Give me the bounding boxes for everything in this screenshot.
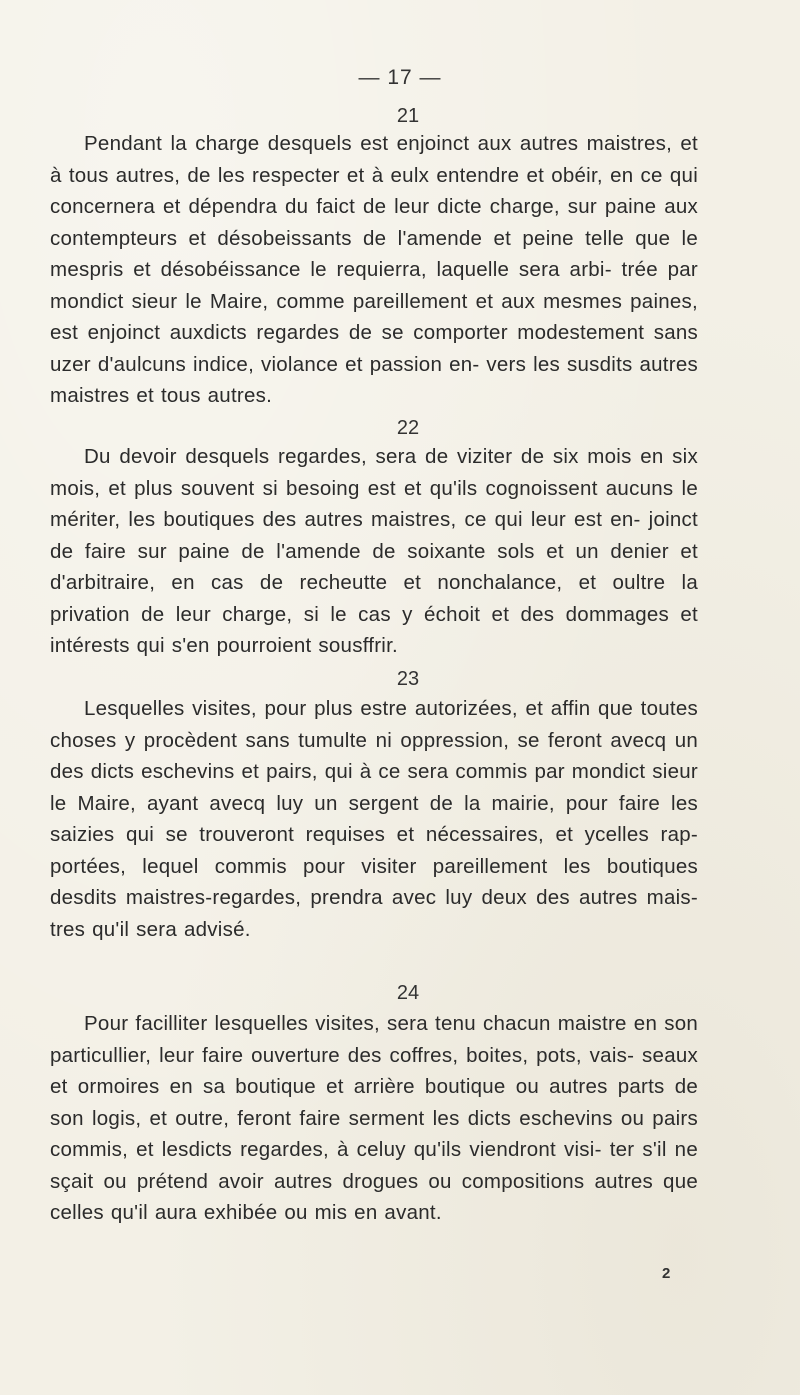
article-number-22: 22 xyxy=(396,417,420,439)
article-paragraph-21: Pendant la charge desquels est enjoinct aux autres maistres, et à tous autres, de les respecter et à eulx entendre et obéir, en ce qui concernera et dépendra du faict de leur dicte charge, sur paine aux contempteurs et désobeissants de l'amende et peine telle que le mespris et désobéissance le requierra, laquelle sera arbi- trée par mondict sieur le Maire, comme pareillement et aux mesmes paines, est enjoinct auxdicts regardes de se comporter modestement sans uzer d'aulcuns indice, violance et passion en- vers les susdits autres maistres et tous autres. xyxy=(50,132,698,407)
article-paragraph-23: Lesquelles visites, pour plus estre autorizées, et affin que toutes choses y procèdent sans tumulte ni oppression, se feront avecq un des dicts eschevins et pairs, qui à ce sera commis par mondict sieur le Maire, ayant avecq luy un sergent de la mairie, pour faire les saizies qui se trouveront requises et nécessaires, et ycelles rap- portées, lequel commis pour visiter pareillement les boutiques desdits maistres-regardes, prendra avec luy deux des autres mais- tres qu'il sera advisé. xyxy=(50,697,698,941)
article-number-21: 21 xyxy=(396,105,420,127)
article-number-24: 24 xyxy=(396,982,420,1004)
signature-mark: 2 xyxy=(662,1265,671,1282)
page-folio: — 17 — xyxy=(358,66,442,89)
article-paragraph-22: Du devoir desquels regardes, sera de viziter de six mois en six mois, et plus souvent si besoing est et qu'ils cognoissent aucuns le mériter, les boutiques des autres maistres, ce qui leur est en- joinct de faire sur paine de l'amende de soixante sols et un denier et d'arbitraire, en cas de recheutte et nonchalance, et oultre la privation de leur charge, si le cas y échoit et des dommages et intérests qui s'en pourroient sousffrir. xyxy=(50,445,698,657)
article-paragraph-24: Pour facilliter lesquelles visites, sera tenu chacun maistre en son particullier, leur faire ouverture des coffres, boites, pots, vais- seaux et ormoires en sa boutique et arrière boutique ou autres parts de son logis, et outre, feront faire serment les dicts eschevins ou pairs commis, et lesdicts regardes, à celuy qu'ils viendront visi- ter s'il ne sçait ou prétend avoir autres drogues ou compositions autres que celles qu'il aura exhibée ou mis en avant. xyxy=(50,1012,698,1224)
article-number-23: 23 xyxy=(396,668,420,690)
